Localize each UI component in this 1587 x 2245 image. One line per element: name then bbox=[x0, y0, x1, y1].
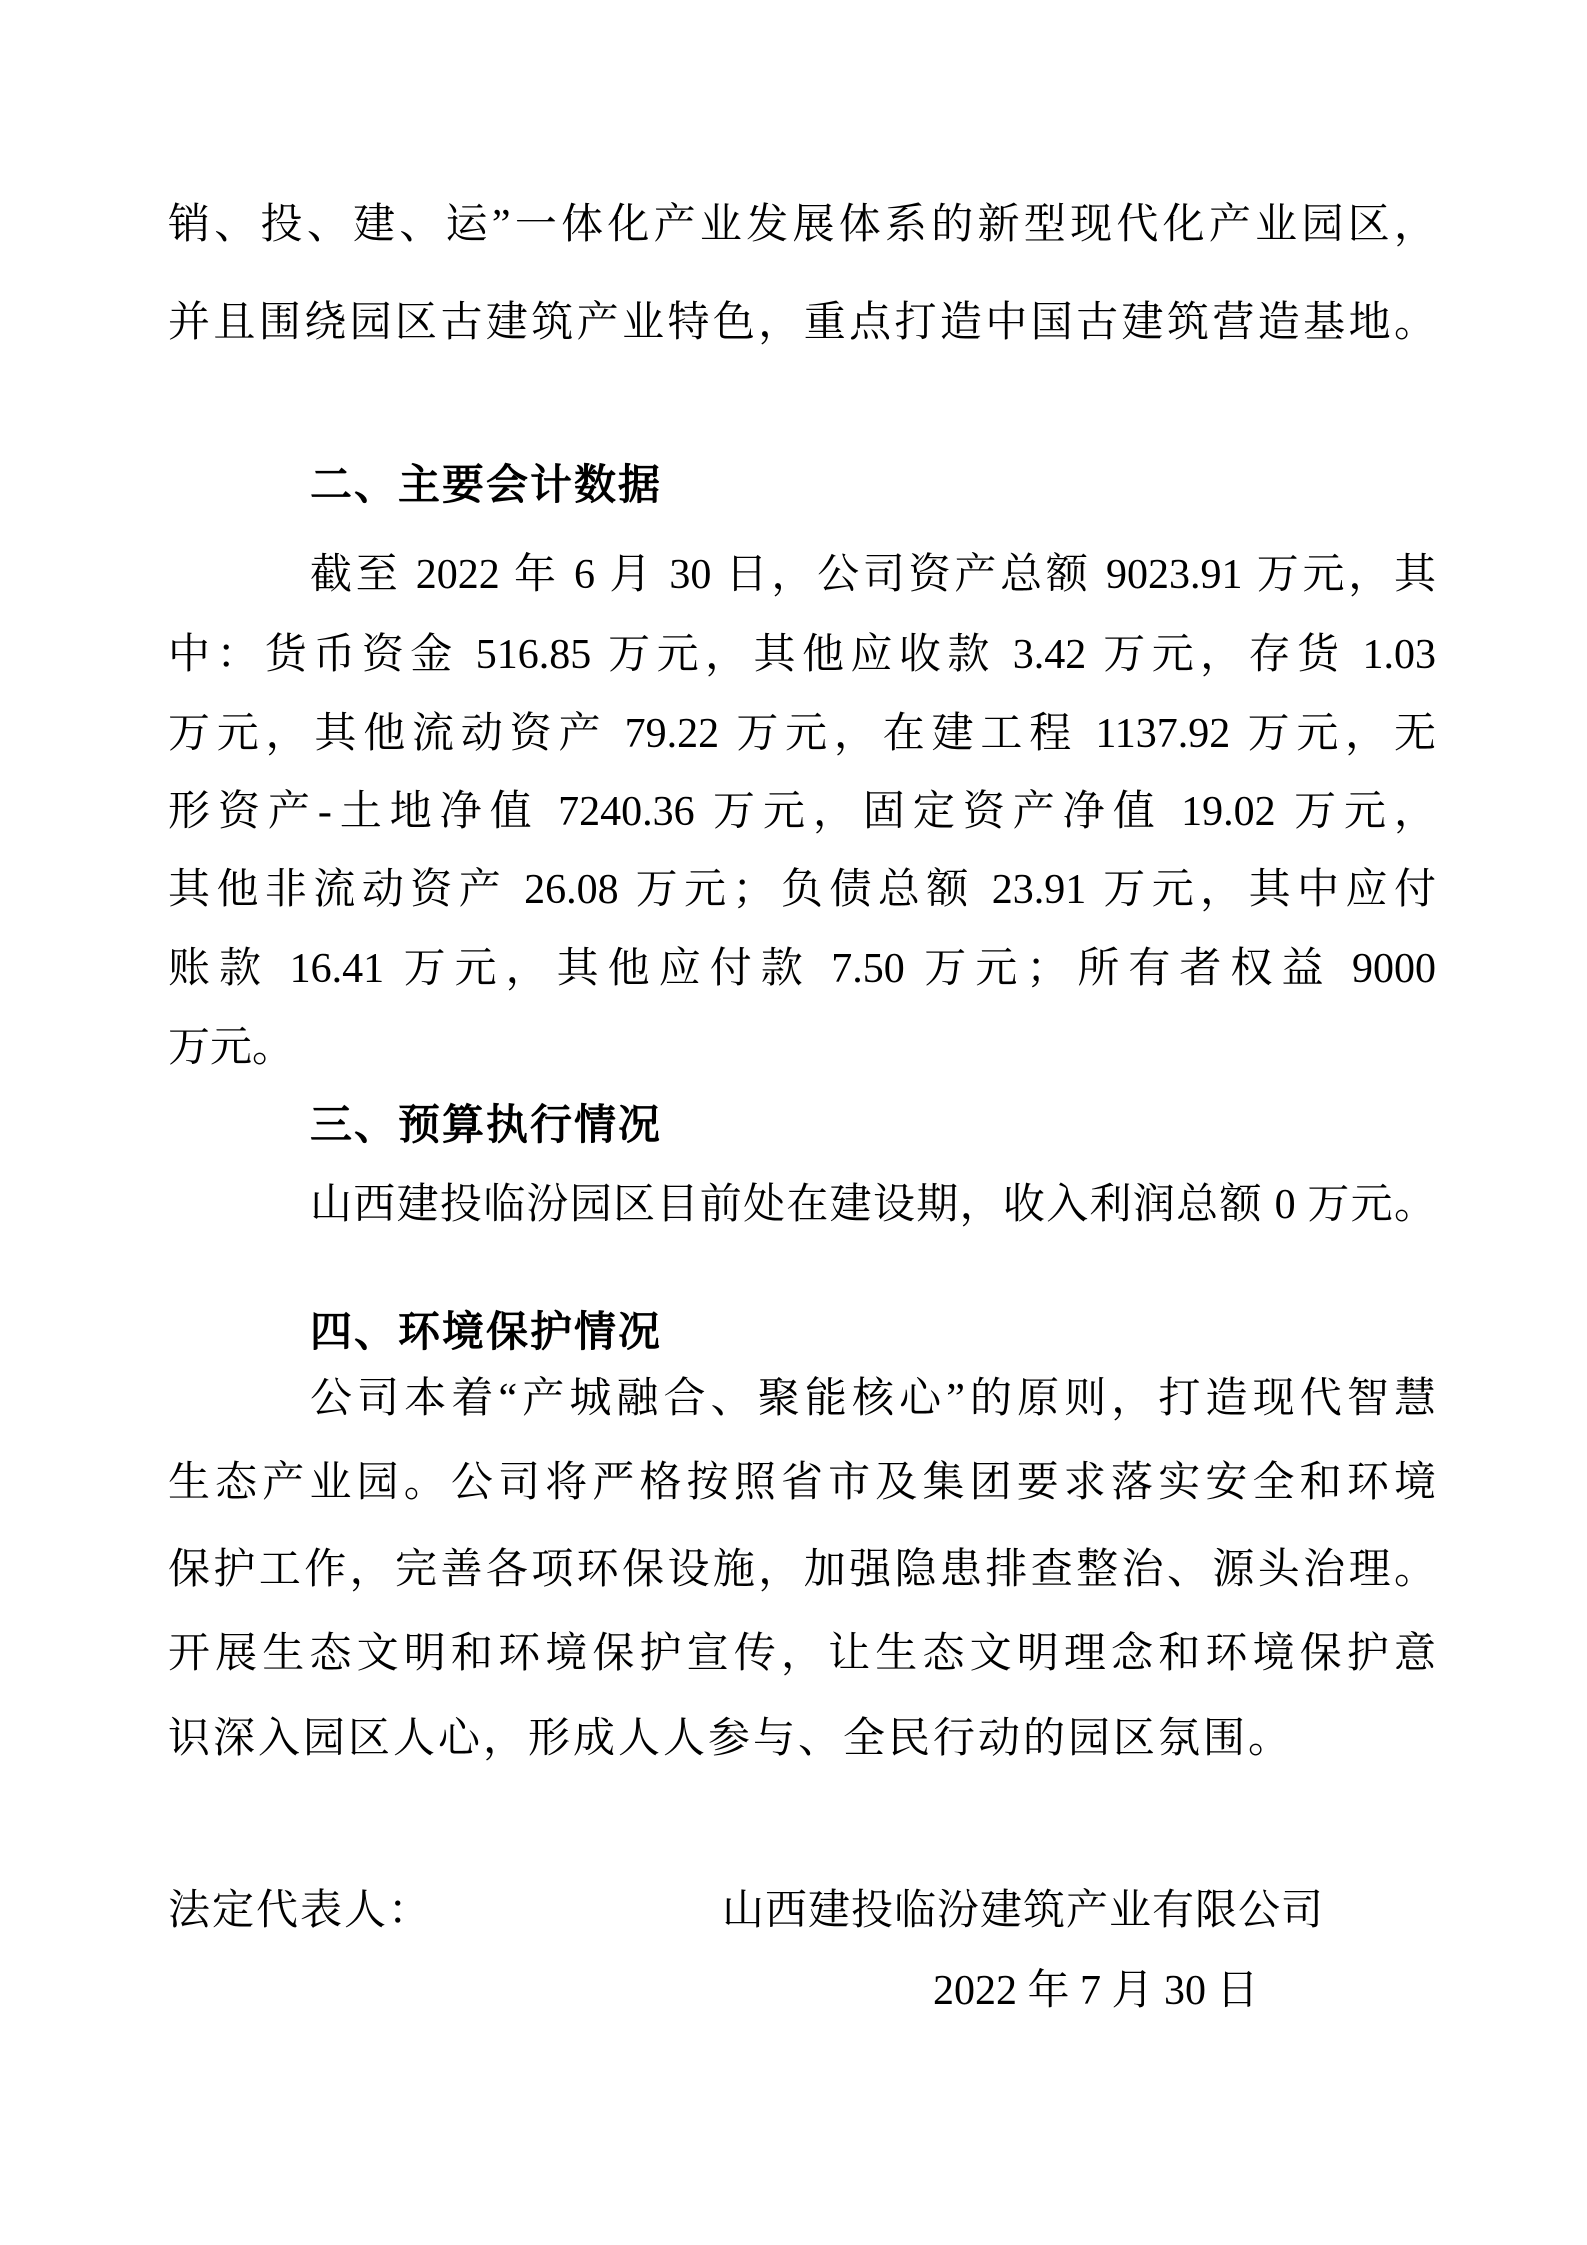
report-date: 2022 年 7 月 30 日 bbox=[933, 1968, 1259, 2014]
accounting-line-2: 中：货币资金 516.85 万元，其他应收款 3.42 万元，存货 1.03 bbox=[168, 632, 1436, 678]
intro-line-2: 并且围绕园区古建筑产业特色，重点打造中国古建筑营造基地。 bbox=[168, 300, 1436, 346]
section-heading-budget: 三、预算执行情况 bbox=[310, 1101, 663, 1148]
accounting-line-6: 账款 16.41 万元，其他应付款 7.50 万元；所有者权益 9000 bbox=[168, 946, 1436, 992]
accounting-line-1: 截至 2022 年 6 月 30 日，公司资产总额 9023.91 万元，其 bbox=[310, 552, 1436, 598]
environment-line-3: 保护工作，完善各项环保设施，加强隐患排查整治、源头治理。 bbox=[168, 1547, 1436, 1593]
accounting-line-7: 万元。 bbox=[168, 1025, 295, 1071]
accounting-line-5: 其他非流动资产 26.08 万元；负债总额 23.91 万元，其中应付 bbox=[168, 867, 1436, 913]
accounting-line-3: 万元，其他流动资产 79.22 万元，在建工程 1137.92 万元，无 bbox=[168, 711, 1436, 757]
intro-line-1: 销、投、建、运”一体化产业发展体系的新型现代化产业园区， bbox=[168, 202, 1436, 248]
accounting-line-4: 形资产-土地净值 7240.36 万元，固定资产净值 19.02 万元， bbox=[168, 789, 1436, 835]
legal-representative-label: 法定代表人： bbox=[168, 1888, 433, 1934]
budget-line-1: 山西建投临汾园区目前处在建设期，收入利润总额 0 万元。 bbox=[310, 1182, 1436, 1228]
environment-line-1: 公司本着“产城融合、聚能核心”的原则，打造现代智慧 bbox=[310, 1376, 1436, 1422]
section-heading-accounting: 二、主要会计数据 bbox=[310, 461, 663, 508]
environment-line-4: 开展生态文明和环境保护宣传，让生态文明理念和环境保护意 bbox=[168, 1631, 1436, 1677]
section-heading-environment: 四、环境保护情况 bbox=[310, 1308, 663, 1355]
environment-line-2: 生态产业园。公司将严格按照省市及集团要求落实安全和环境 bbox=[168, 1460, 1436, 1506]
company-name: 山西建投临汾建筑产业有限公司 bbox=[722, 1888, 1325, 1934]
environment-line-5: 识深入园区人心，形成人人参与、全民行动的园区氛围。 bbox=[168, 1716, 1294, 1762]
